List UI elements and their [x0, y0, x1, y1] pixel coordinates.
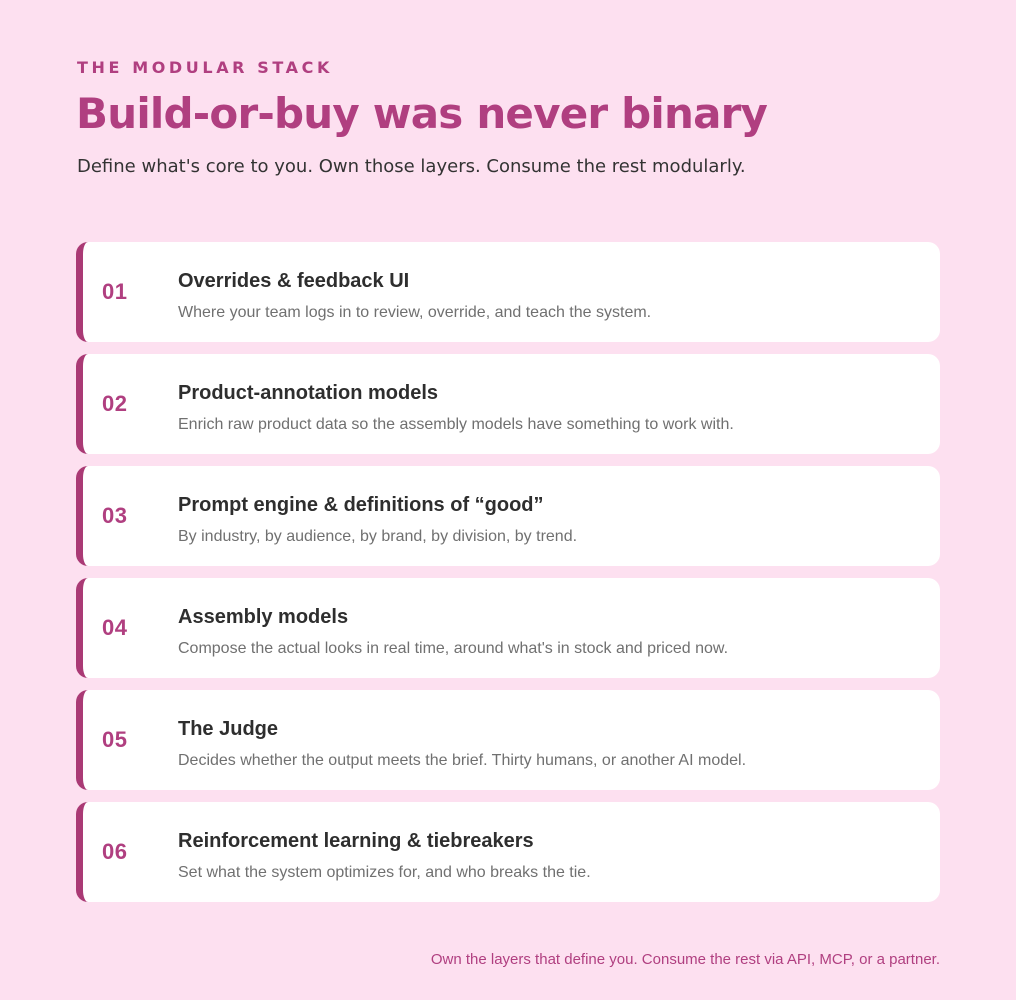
layer-name: Assembly models	[178, 606, 349, 628]
layer-description: Compose the actual looks in real time, around what's in stock and priced now.	[178, 640, 729, 657]
footer-note: Own the layers that define you. Consume the rest via API, MCP, or a partner.	[430, 951, 940, 968]
layer-description: By industry, by audience, by brand, by division, by trend.	[178, 528, 578, 545]
layer-description: Set what the system optimizes for, and who breaks the tie.	[178, 864, 591, 881]
layer-name: Prompt engine & definitions of “good”	[178, 494, 544, 516]
layer-card	[76, 242, 940, 342]
layer-description: Decides whether the output meets the brief. Thirty humans, or another AI model.	[178, 752, 747, 769]
layer-name: Reinforcement learning & tiebreakers	[178, 830, 534, 852]
layer-description: Enrich raw product data so the assembly models have something to work with.	[178, 416, 734, 433]
layer-card	[76, 690, 940, 790]
layer-number: 02	[102, 391, 128, 416]
layer-card	[76, 578, 940, 678]
layer-number: 03	[102, 503, 128, 528]
layer-card	[76, 802, 940, 902]
layer-number: 04	[102, 615, 128, 640]
layer-card	[76, 354, 940, 454]
page-title: Build-or-buy was never binary	[76, 89, 768, 138]
layer-number: 01	[102, 279, 128, 304]
layer-description: Where your team logs in to review, override, and teach the system.	[178, 304, 652, 321]
page-subtitle: Define what's core to you. Own those layers. Consume the rest modularly.	[77, 156, 746, 177]
eyebrow-label: THE MODULAR STACK	[77, 58, 333, 77]
layer-name: The Judge	[178, 718, 279, 740]
layer-list	[76, 242, 940, 914]
layer-number: 06	[102, 839, 128, 864]
layer-name: Overrides & feedback UI	[178, 270, 410, 292]
layer-card	[76, 466, 940, 566]
layer-name: Product-annotation models	[178, 382, 438, 404]
layer-number: 05	[102, 727, 128, 752]
